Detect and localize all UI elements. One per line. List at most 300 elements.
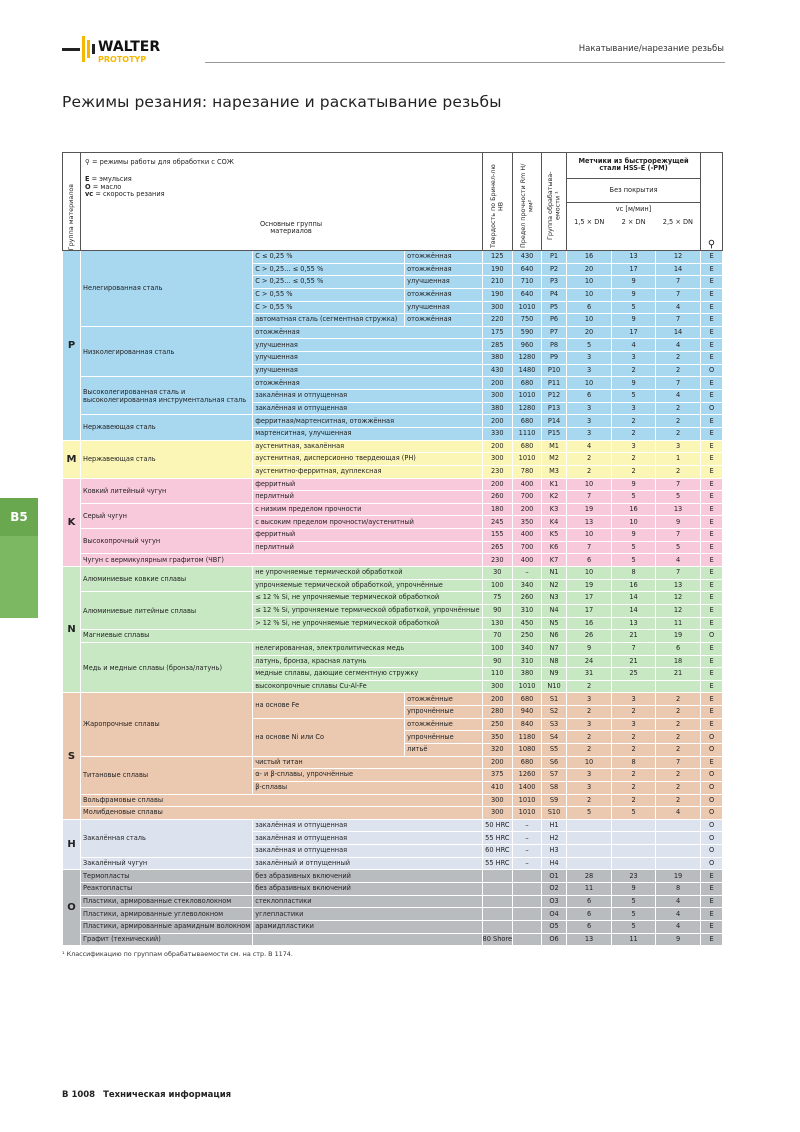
table-cell: с низким пределом прочности [253,503,482,516]
table-cell: 9 [612,314,656,327]
table-cell: H3 [542,845,567,858]
table-cell: 10 [567,288,612,301]
material-group-H: H [63,819,81,870]
table-cell: O [701,845,723,858]
spacer-cell [723,693,798,706]
table-cell: E [701,756,723,769]
table-cell: O6 [542,933,567,946]
brand-sub: PROTOTYP [98,55,147,64]
table-cell: O [701,832,723,845]
spacer-cell [723,288,798,301]
table-cell: 10 [567,756,612,769]
table-cell: 4 [656,301,701,314]
walter-logo [62,32,202,66]
table-cell: 9 [612,377,656,390]
table-cell: 4 [656,339,701,352]
table-cell: 2 [656,743,701,756]
table-cell: 2 [612,794,656,807]
table-cell: 55 HRC [482,832,513,845]
table-cell [513,920,542,933]
table-cell: S3 [542,718,567,731]
table-cell: K1 [542,478,567,491]
table-cell: аустенитная, дисперсионно твердеющая (PH) [253,453,482,466]
table-cell: 20 [567,263,612,276]
table-cell: E [701,491,723,504]
table-row [63,554,798,567]
table-cell: 2 [567,794,612,807]
table-cell: O [701,402,723,415]
table-row [63,870,798,883]
spacer-cell [723,427,798,440]
table-cell: 7 [656,756,701,769]
table-cell: 1260 [513,769,542,782]
table-cell: C > 0,55 % [253,288,405,301]
table-cell: 5 [567,339,612,352]
table-row [63,807,798,820]
table-cell: 250 [482,718,513,731]
table-cell: O [701,769,723,782]
table-cell: 430 [513,251,542,264]
spacer-cell [723,933,798,946]
table-cell: 3 [612,693,656,706]
table-cell: 11 [567,883,612,896]
table-cell: литьё [405,743,482,756]
table-cell: ферритный [253,529,482,542]
spacer-cell [723,276,798,289]
table-cell: H4 [542,857,567,870]
spacer-cell [723,883,798,896]
table-cell: E [701,377,723,390]
table-row [63,478,798,491]
table-cell: P5 [542,301,567,314]
table-cell: E [701,642,723,655]
table-cell [513,933,542,946]
table-cell: 190 [482,263,513,276]
table-cell: 300 [482,794,513,807]
table-cell: E [701,465,723,478]
table-cell: без абразивных включений [253,883,482,896]
table-cell: E [701,301,723,314]
spacer-cell [723,895,798,908]
table-cell: E [701,895,723,908]
table-cell: 19 [567,579,612,592]
table-cell: 700 [513,541,542,554]
table-cell: E [701,870,723,883]
table-cell: улучшенная [253,364,482,377]
table-cell: O [701,731,723,744]
main-group: Графит (технический) [81,933,253,946]
table-cell: O [701,743,723,756]
table-cell: E [701,326,723,339]
table-cell: S4 [542,731,567,744]
table-cell: 230 [482,554,513,567]
table-cell: 11 [656,617,701,630]
table-cell: O5 [542,920,567,933]
table-cell: 90 [482,604,513,617]
table-cell: 100 [482,642,513,655]
table-cell: 9 [656,516,701,529]
table-cell: ≤ 12 % Si, не упрочняемые термической обработкой [253,592,482,605]
table-cell: O [701,857,723,870]
table-cell: 200 [513,503,542,516]
table-cell: 260 [513,592,542,605]
section-title: Накатывание/нарезание резьбы [578,44,724,54]
spacer-cell [723,807,798,820]
table-cell: 7 [656,529,701,542]
table-row [63,529,798,542]
table-cell: 10 [612,516,656,529]
table-cell: N2 [542,579,567,592]
table-cell: 340 [513,642,542,655]
page-title: Режимы резания: нарезание и раскатывание резьбы [62,93,502,111]
table-cell: 750 [513,314,542,327]
table-row [63,920,798,933]
spacer-cell [723,339,798,352]
table-cell: 3 [567,769,612,782]
table-cell: 2 [656,415,701,428]
table-cell: O2 [542,883,567,896]
table-cell: 2 [656,731,701,744]
table-cell: 130 [482,617,513,630]
table-cell: N6 [542,630,567,643]
table-cell: 3 [567,364,612,377]
page-footer [62,1090,231,1100]
main-group: Титановые сплавы [81,756,253,794]
main-group: Алюминиевые ковкие сплавы [81,567,253,592]
table-cell: 13 [567,933,612,946]
table-cell: 3 [656,440,701,453]
table-cell: E [701,427,723,440]
table-cell: 2 [656,465,701,478]
table-cell: P1 [542,251,567,264]
table-cell: K2 [542,491,567,504]
table-cell: O3 [542,895,567,908]
table-cell: мартенситная, улучшенная [253,427,482,440]
table-cell: S7 [542,769,567,782]
table-cell: 16 [567,617,612,630]
table-cell: ферритный [253,478,482,491]
table-cell: P13 [542,402,567,415]
table-cell: 6 [567,554,612,567]
main-group: Нелегированная сталь [81,251,253,327]
spacer-cell [723,453,798,466]
table-cell [513,895,542,908]
cutting-data-table [62,152,798,946]
table-cell: E [701,592,723,605]
table-cell [612,832,656,845]
table-cell: отожжённая [405,263,482,276]
table-cell: 5 [656,541,701,554]
table-cell: 6 [567,390,612,403]
table-cell: аустенитно-ферритная, дуплексная [253,465,482,478]
spacer-cell [723,251,798,264]
table-cell: 3 [567,415,612,428]
table-cell: 960 [513,339,542,352]
table-cell: E [701,908,723,921]
main-group: Пластики, армированные углеволокном [81,908,253,921]
spacer-cell [723,743,798,756]
table-cell [656,845,701,858]
table-cell: 19 [656,870,701,883]
table-cell: отожжённая [405,251,482,264]
table-cell: 5 [612,390,656,403]
main-group: Жаропрочные сплавы [81,693,253,756]
table-cell: C > 0,25... ≤ 0,55 % [253,276,405,289]
table-cell: отожжённые [405,718,482,731]
table-cell: 4 [656,920,701,933]
table-cell: 3 [612,440,656,453]
material-group-O: O [63,870,81,946]
main-group: Закалённый чугун [81,857,253,870]
table-cell: 17 [567,604,612,617]
table-cell: закалённая и отпущенная [253,390,482,403]
table-cell: 200 [482,440,513,453]
table-cell: N1 [542,567,567,580]
table-cell: – [513,832,542,845]
table-cell: 5 [612,541,656,554]
table-cell: 5 [656,491,701,504]
table-cell: 1010 [513,807,542,820]
sub-group: на основе Ni или Co [253,718,405,756]
table-row [63,251,798,264]
table-cell: 6 [567,301,612,314]
table-cell: 75 [482,592,513,605]
table-cell [567,819,612,832]
table-cell: 200 [482,377,513,390]
table-cell: 700 [513,491,542,504]
table-cell: – [513,567,542,580]
legend-cell: ⚲ = режимы работы для обработки с СОЖ E = эмульсия O = масло vc = скорость резания Основные группы материалов [81,153,483,251]
table-cell: E [701,541,723,554]
table-row [63,642,798,655]
table-cell: 1280 [513,352,542,365]
table-cell: 2 [656,427,701,440]
table-cell: арамидпластики [253,920,482,933]
table-cell: E [701,680,723,693]
table-cell: 5 [612,301,656,314]
table-cell: 175 [482,326,513,339]
table-cell: 200 [482,756,513,769]
table-cell: 4 [656,390,701,403]
table-cell: 1010 [513,794,542,807]
spacer-cell [723,668,798,681]
table-cell: 17 [612,263,656,276]
table-cell: 380 [482,352,513,365]
table-cell: N9 [542,668,567,681]
table-cell: N4 [542,604,567,617]
table-cell: E [701,251,723,264]
table-cell: 300 [482,807,513,820]
table-cell: 6 [656,642,701,655]
table-cell: 12 [656,592,701,605]
table-cell: аустенитная, закалённая [253,440,482,453]
table-cell: 9 [656,933,701,946]
table-cell: P10 [542,364,567,377]
table-cell [612,845,656,858]
spacer-cell [723,478,798,491]
table-cell [253,933,482,946]
table-cell: 280 [482,706,513,719]
table-cell [482,908,513,921]
table-cell: 5 [612,920,656,933]
table-cell: P15 [542,427,567,440]
table-cell: O [701,794,723,807]
table-cell: 23 [612,870,656,883]
table-cell: 7 [656,567,701,580]
table-cell: E [701,604,723,617]
main-group: Низколегированная сталь [81,326,253,377]
table-cell: улучшенная [405,276,482,289]
table-cell: упрочнённые [405,706,482,719]
table-cell: 180 [482,503,513,516]
spacer-cell [723,390,798,403]
table-cell: отожжённая [253,377,482,390]
table-cell: E [701,668,723,681]
table-cell: 3 [612,718,656,731]
table-cell: O4 [542,908,567,921]
table-cell: 4 [612,339,656,352]
table-cell: E [701,415,723,428]
table-cell: 5 [612,908,656,921]
table-cell: 3 [567,352,612,365]
spacer-cell [723,326,798,339]
spacer-cell [723,870,798,883]
table-cell: 14 [656,326,701,339]
spacer-cell [723,301,798,314]
table-cell: 2 [612,743,656,756]
table-cell: латунь, бронза, красная латунь [253,655,482,668]
table-cell: 1010 [513,680,542,693]
table-cell: 250 [513,630,542,643]
table-cell: 190 [482,288,513,301]
table-cell: C > 0,25... ≤ 0,55 % [253,263,405,276]
table-cell: 21 [656,668,701,681]
table-cell: E [701,516,723,529]
table-cell: S8 [542,781,567,794]
spacer-cell [723,642,798,655]
table-cell: 1280 [513,402,542,415]
table-cell: 3 [567,781,612,794]
table-cell: α- и β-сплавы, упрочнённые [253,769,482,782]
table-cell: H2 [542,832,567,845]
table-cell: 10 [567,567,612,580]
table-cell: 9 [612,478,656,491]
table-cell: 680 [513,693,542,706]
material-group-K: K [63,478,81,566]
table-cell: E [701,339,723,352]
table-cell [612,680,656,693]
table-cell: 2 [656,781,701,794]
table-cell: ≤ 12 % Si, упрочняемые термической обработкой, упрочнённые [253,604,482,617]
table-cell: 3 [567,402,612,415]
table-cell: E [701,718,723,731]
table-cell: 21 [612,630,656,643]
table-row [63,908,798,921]
table-cell: S1 [542,693,567,706]
table-cell: 2 [656,794,701,807]
footnote: ¹ Классификацию по группам обрабатываемости см. на стр. B 1174. [62,950,293,958]
table-cell: 2 [612,769,656,782]
table-cell: 100 [482,579,513,592]
table-cell: 300 [482,680,513,693]
table-cell: N8 [542,655,567,668]
spacer-cell [723,579,798,592]
table-cell: O [701,781,723,794]
table-cell: 320 [482,743,513,756]
table-cell: N5 [542,617,567,630]
spacer-cell [723,680,798,693]
table-cell: 2 [612,364,656,377]
table-cell: 3 [567,427,612,440]
table-cell: P3 [542,276,567,289]
main-group: Вольфрамовые сплавы [81,794,483,807]
table-cell: 7 [656,314,701,327]
table-cell: высокопрочные сплавы Cu-Al-Fe [253,680,482,693]
main-group: Медь и медные сплавы (бронза/латунь) [81,642,253,693]
table-cell: 310 [513,604,542,617]
table-cell: 11 [612,933,656,946]
table-cell: 18 [656,655,701,668]
table-cell: перлитный [253,541,482,554]
table-cell: E [701,503,723,516]
material-group-M: M [63,440,81,478]
table-cell: 4 [656,554,701,567]
table-cell [656,680,701,693]
table-cell: E [701,440,723,453]
table-cell: O [701,819,723,832]
main-group: Молибденовые сплавы [81,807,483,820]
table-cell: отожжённая [253,326,482,339]
table-cell: 680 [513,440,542,453]
brand-top: WALTER [98,39,161,55]
table-cell: 285 [482,339,513,352]
table-cell: K7 [542,554,567,567]
table-cell: 19 [567,503,612,516]
table-cell: 110 [482,668,513,681]
table-cell: 14 [612,592,656,605]
table-cell: – [513,819,542,832]
side-tab-lower [0,536,38,618]
table-cell: 10 [567,377,612,390]
table-cell: 90 [482,655,513,668]
spacer-cell [723,503,798,516]
spacer-cell [723,465,798,478]
table-cell: 350 [513,516,542,529]
table-cell [513,870,542,883]
table-cell: 8 [656,883,701,896]
table-cell: 9 [612,883,656,896]
table-cell: 31 [567,668,612,681]
spacer-cell [723,769,798,782]
main-group: Высокопрочный чугун [81,529,253,554]
table-cell: 60 HRC [482,845,513,858]
table-cell: E [701,263,723,276]
taps-header: Метчики из быстрорежущей стали HSS-E (-PM) Без покрытия vc [м/мин] 1,5 × DN 2 × DN 2,5 × DN [567,153,701,251]
table-row [63,933,798,946]
table-cell: 2 [656,402,701,415]
table-cell: E [701,933,723,946]
main-group: Чугун с вермикулярным графитом (ЧВГ) [81,554,483,567]
table-cell [567,832,612,845]
table-cell [656,819,701,832]
table-cell: 265 [482,541,513,554]
table-cell: P7 [542,326,567,339]
table-cell: S2 [542,706,567,719]
table-cell: 20 [567,326,612,339]
table-cell: 30 [482,567,513,580]
table-cell [482,895,513,908]
table-cell: P12 [542,390,567,403]
